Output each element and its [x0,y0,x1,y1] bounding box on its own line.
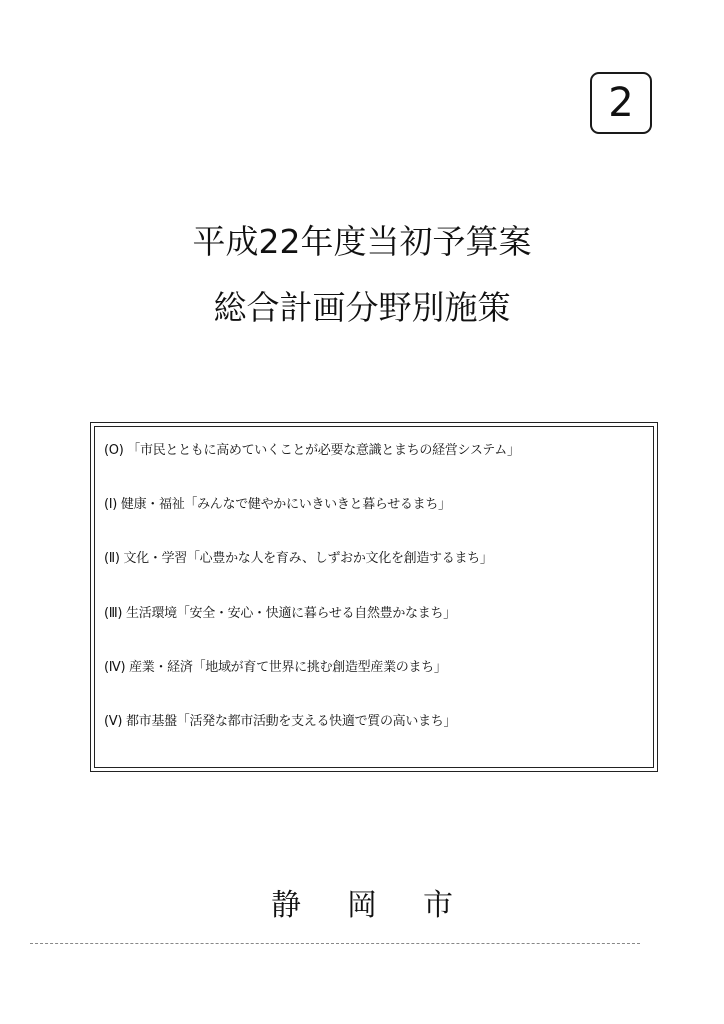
footer-divider [30,943,640,944]
policy-item-2: (Ⅱ) 文化・学習「心豊かな人を育み、しずおか文化を創造するまち」 [104,551,493,567]
policy-item-0: (O) 「市民とともに高めていくことが必要な意識とまちの経営システム」 [104,443,520,458]
policy-item-4: (Ⅳ) 産業・経済「地域が育て世界に挑む創造型産業のまち」 [104,659,447,675]
policy-item-3: (Ⅲ) 生活環境「安全・安心・快適に暮らせる自然豊かなまち」 [104,605,456,621]
document-title-line-2: 総合計画分野別施策 [213,288,511,327]
document-title-line-1: 平成22年度当初予算案 [192,222,532,261]
city-name: 静岡市 [271,888,499,923]
policy-list [104,441,644,766]
page-number-badge: 2 [590,72,652,134]
policy-item-5: (Ⅴ) 都市基盤「活発な都市活動を支える快適で質の高いまち」 [104,713,457,729]
policy-item-1: (Ⅰ) 健康・福祉「みんなで健やかにいきいきと暮らせるまち」 [104,497,451,513]
